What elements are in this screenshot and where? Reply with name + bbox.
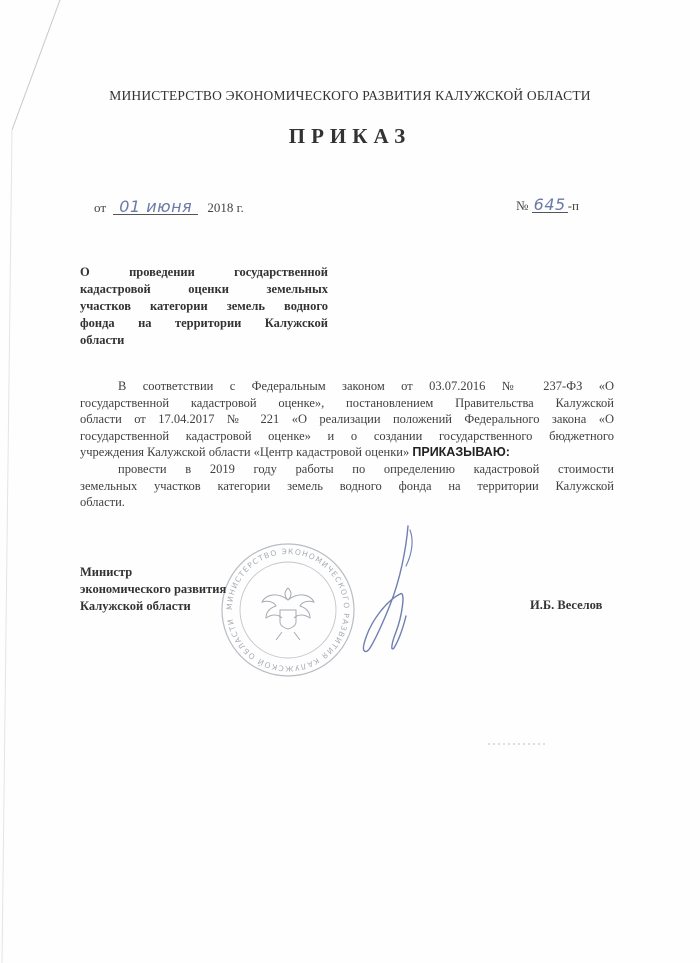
signer-line: Министр — [80, 565, 133, 579]
signer-line: Калужской области — [80, 599, 191, 613]
handwritten-signature — [340, 520, 450, 670]
body-line: государственной кадастровой оценке», постановлением Правительства Калужской — [80, 395, 614, 410]
order-body — [80, 378, 614, 511]
number-prefix: № — [516, 198, 529, 213]
date-prefix: от — [94, 200, 107, 215]
body-line: провести в 2019 году работы по определению кадастровой стоимости — [118, 461, 614, 476]
date-day-handwritten: 01 июня — [113, 199, 198, 215]
signer-name: И.Б. Веселов — [530, 598, 603, 612]
body-line: государственной кадастровой оценке» и о создании государственного бюджетного — [80, 428, 614, 443]
scan-artifact — [488, 742, 548, 746]
body-line: области от 17.04.2017 № 221 «О реализации положений Федерального закона «О — [80, 412, 614, 427]
date-year: 2018 г. — [207, 200, 244, 215]
body-line-last — [80, 444, 614, 461]
body-line: В соответствии с Федеральным законом от 03.07.2016 № 237-ФЗ «О — [118, 379, 614, 393]
official-seal — [218, 540, 358, 680]
body-line: области. — [80, 495, 125, 510]
body-line-text: учреждения Калужской области «Центр кадастровой оценки» — [80, 445, 410, 460]
signer-position — [80, 564, 226, 615]
order-subject — [80, 264, 328, 349]
order-number — [516, 197, 579, 214]
number-suffix: -п — [567, 198, 579, 213]
signer-line: экономического развития — [80, 582, 227, 596]
subject-line: кадастровой оценки земельных — [80, 282, 328, 296]
seal-outer-text: МИНИСТЕРСТВО ЭКОНОМИЧЕСКОГО РАЗВИТИЯ КАЛУЖСКОЙ ОБЛАСТИ — [224, 546, 352, 674]
number-handwritten: 645 — [533, 195, 566, 214]
ministry-header: МИНИСТЕРСТВО ЭКОНОМИЧЕСКОГО РАЗВИТИЯ КАЛУЖСКОЙ ОБЛАСТИ — [109, 88, 591, 103]
subject-line: участков категории земель водного — [80, 299, 328, 313]
body-line: земельных участков категории земель водного фонда на территории Калужской — [80, 478, 614, 493]
subject-line: О проведении государственной — [80, 265, 328, 279]
document-title: ПРИКАЗ — [288, 124, 412, 148]
order-word: ПРИКАЗЫВАЮ: — [412, 445, 510, 460]
date-line — [94, 199, 244, 216]
subject-line: фонда на территории Калужской — [80, 316, 328, 330]
eagle-emblem-icon — [262, 588, 314, 640]
subject-line: области — [80, 333, 125, 347]
